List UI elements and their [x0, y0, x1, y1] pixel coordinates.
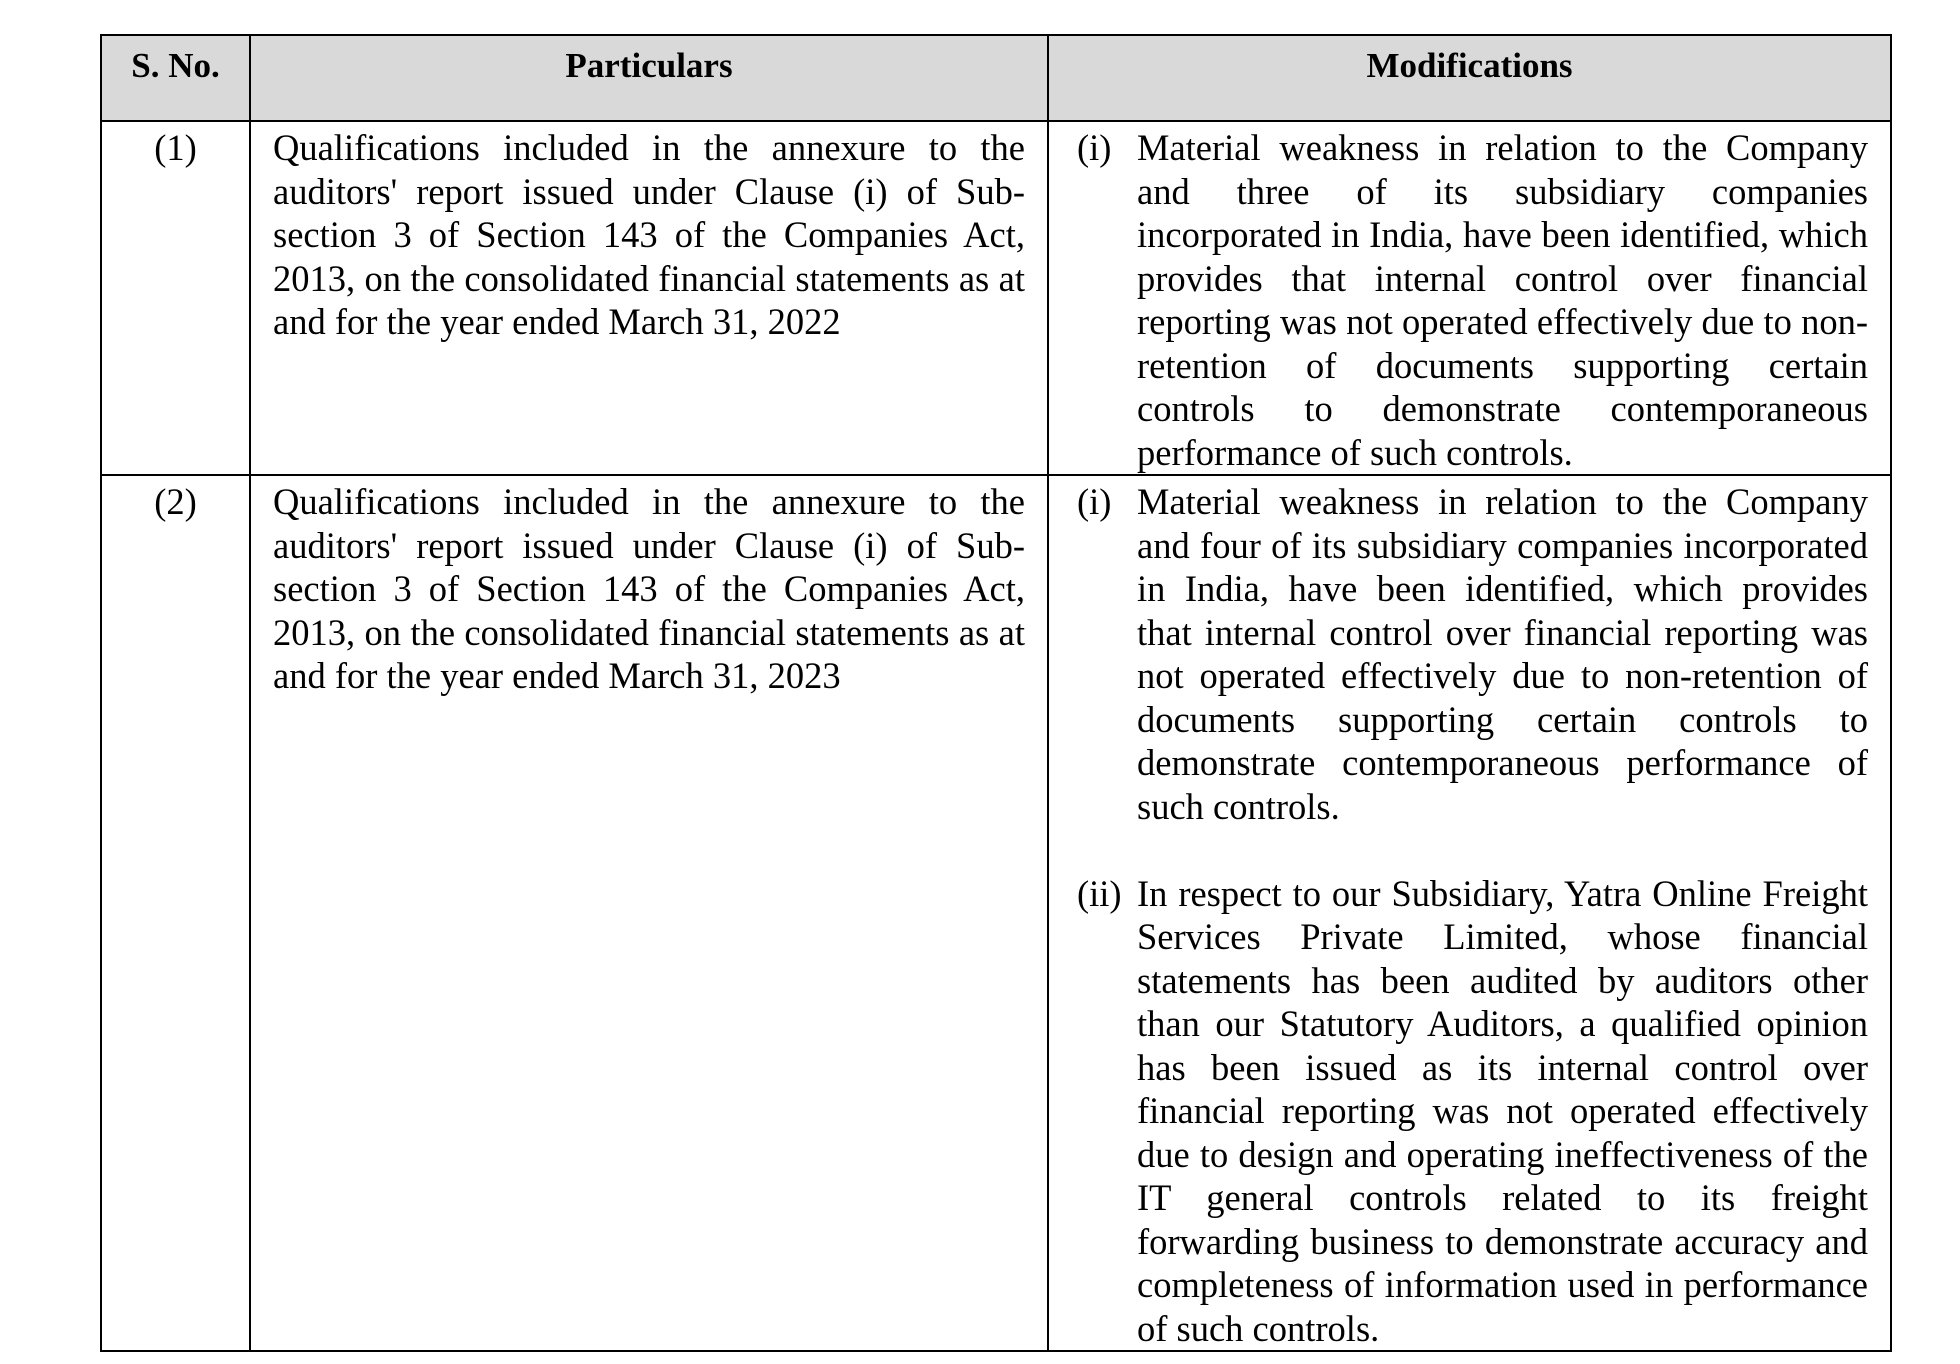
table-row: [101, 121, 1891, 475]
modification-marker: (i): [1077, 127, 1112, 168]
row-particulars: Qualifications included in the annexure to the auditors' report issued under Clause (i) of Sub-section 3 of Section 143 of the Companies Act, 2013, on the consolidated financial statements as at and for the year ended March 31, 2022: [250, 121, 1048, 475]
modification-text: Material weakness in relation to the Company and three of its subsidiary companies incorporated in India, have been identified, which provides that internal control over financial reporting was not operated effectively due to non-retention of documents supporting certain controls to demonstrate contemporaneous performance of such controls.: [1137, 127, 1868, 473]
row-sno: (2): [101, 475, 250, 1351]
modification-text: In respect to our Subsidiary, Yatra Online Freight Services Private Limited, whose financial statements has been audited by auditors other than our Statutory Auditors, a qualified opinion has been issued as its internal control over financial reporting was not operated effectively due to design and operating ineffectiveness of the IT general controls related to its freight forwarding business to demonstrate accuracy and completeness of information used in performance of such controls.: [1137, 872, 1868, 1349]
modification-item: [1077, 872, 1868, 1351]
modification-item: [1077, 126, 1868, 474]
header-particulars: Particulars: [250, 35, 1048, 121]
row-sno: (1): [101, 121, 250, 475]
modification-text: Material weakness in relation to the Company and four of its subsidiary companies incorporated in India, have been identified, which provides that internal control over financial reporting was not operated effectively due to non-retention of documents supporting certain controls to demonstrate contemporaneous performance of such controls.: [1137, 481, 1868, 827]
table-header-row: [101, 35, 1891, 121]
header-sno: S. No.: [101, 35, 250, 121]
row-particulars: Qualifications included in the annexure to the auditors' report issued under Clause (i) of Sub-section 3 of Section 143 of the Companies Act, 2013, on the consolidated financial statements as at and for the year ended March 31, 2023: [250, 475, 1048, 1351]
modification-item: [1077, 480, 1868, 828]
table-row: [101, 475, 1891, 1351]
modifications-table: [100, 34, 1892, 1352]
modification-marker: (i): [1077, 481, 1112, 522]
row-modifications: [1048, 475, 1891, 1351]
header-modifications: Modifications: [1048, 35, 1891, 121]
modification-marker: (ii): [1077, 872, 1122, 914]
row-modifications: [1048, 121, 1891, 475]
